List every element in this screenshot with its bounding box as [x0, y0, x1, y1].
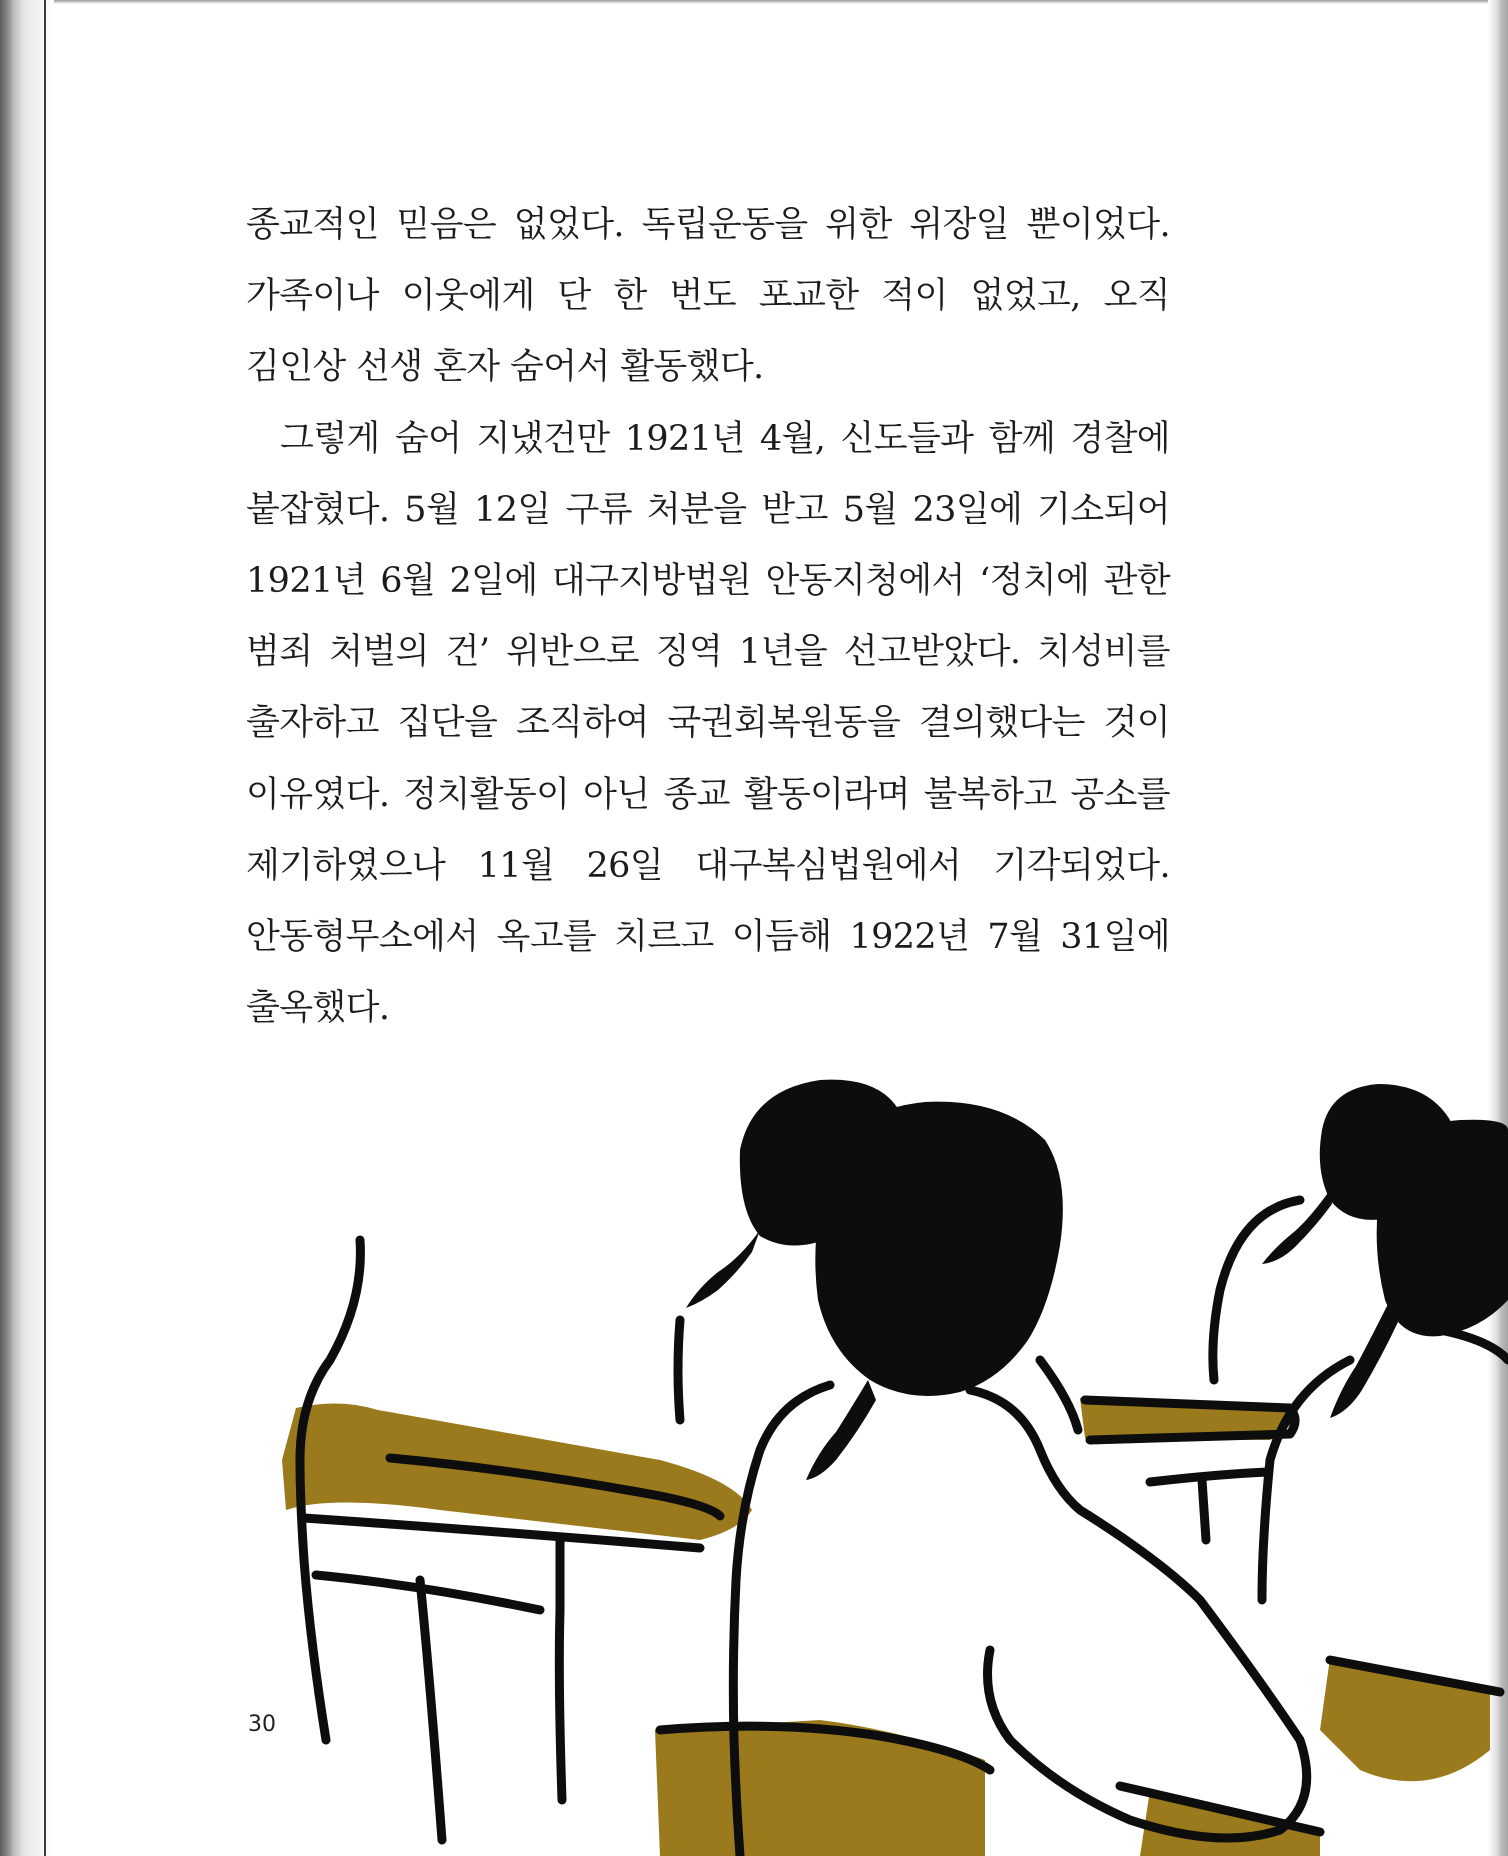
right-chair-back — [1213, 1200, 1300, 1380]
back-student-braid-left — [686, 1230, 760, 1308]
middle-desk-leg — [1202, 1480, 1206, 1540]
classroom-illustration — [0, 1040, 1508, 1856]
left-desk-edge-3 — [316, 1575, 540, 1610]
right-student-shoulder — [1440, 1330, 1508, 1360]
right-student-head — [1377, 1120, 1508, 1337]
middle-chair-back — [678, 1320, 680, 1420]
front-student-braid — [806, 1380, 876, 1480]
front-student-arm — [1040, 1360, 1078, 1430]
front-student-head — [815, 1102, 1063, 1396]
left-chair-leg — [420, 1580, 442, 1840]
right-student-body — [1262, 1360, 1350, 1600]
right-student-braid — [1330, 1300, 1398, 1418]
paragraph-2: 그렇게 숨어 지냈건만 1921년 4월, 신도들과 함께 경찰에 붙잡혔다. 5월 12일 구류 처분을 받고 5월 23일에 기소되어 1921년 6월 2일에 대구지방법원 안동지청에서 ‘정치에 관한 범죄 처벌의 건’ 위반으로 징역 1년을 선고받았다. 치성비를 출자하고 집단을 조직하여 국권회복원동을 결의했다는 것이 이유였다. 정치활동이 아닌 종교 활동이라며 불복하고 공소를 제기하였으나 11월 26일 대구복심법원에서 기각되었다. 안동형무소에서 옥고를 치르고 이듬해 1922년 7월 31일에 출옥했다. — [246, 418, 1170, 1029]
paragraph-1: 종교적인 믿음은 없었다. 독립운동을 위한 위장일 뿐이었다. 가족이나 이웃에게 단 한 번도 포교한 적이 없었고, 오직 김인상 선생 혼자 숨어서 활동했다. — [246, 205, 1170, 388]
page-number: 30 — [248, 1712, 276, 1737]
front-student-shoulder — [970, 1390, 1307, 1838]
body-text — [246, 190, 1170, 1044]
middle-desk-underside — [1150, 1472, 1268, 1482]
page-top-edge — [0, 0, 1508, 4]
bottom-desk — [655, 1720, 985, 1856]
left-desk-leg — [559, 1540, 562, 1800]
